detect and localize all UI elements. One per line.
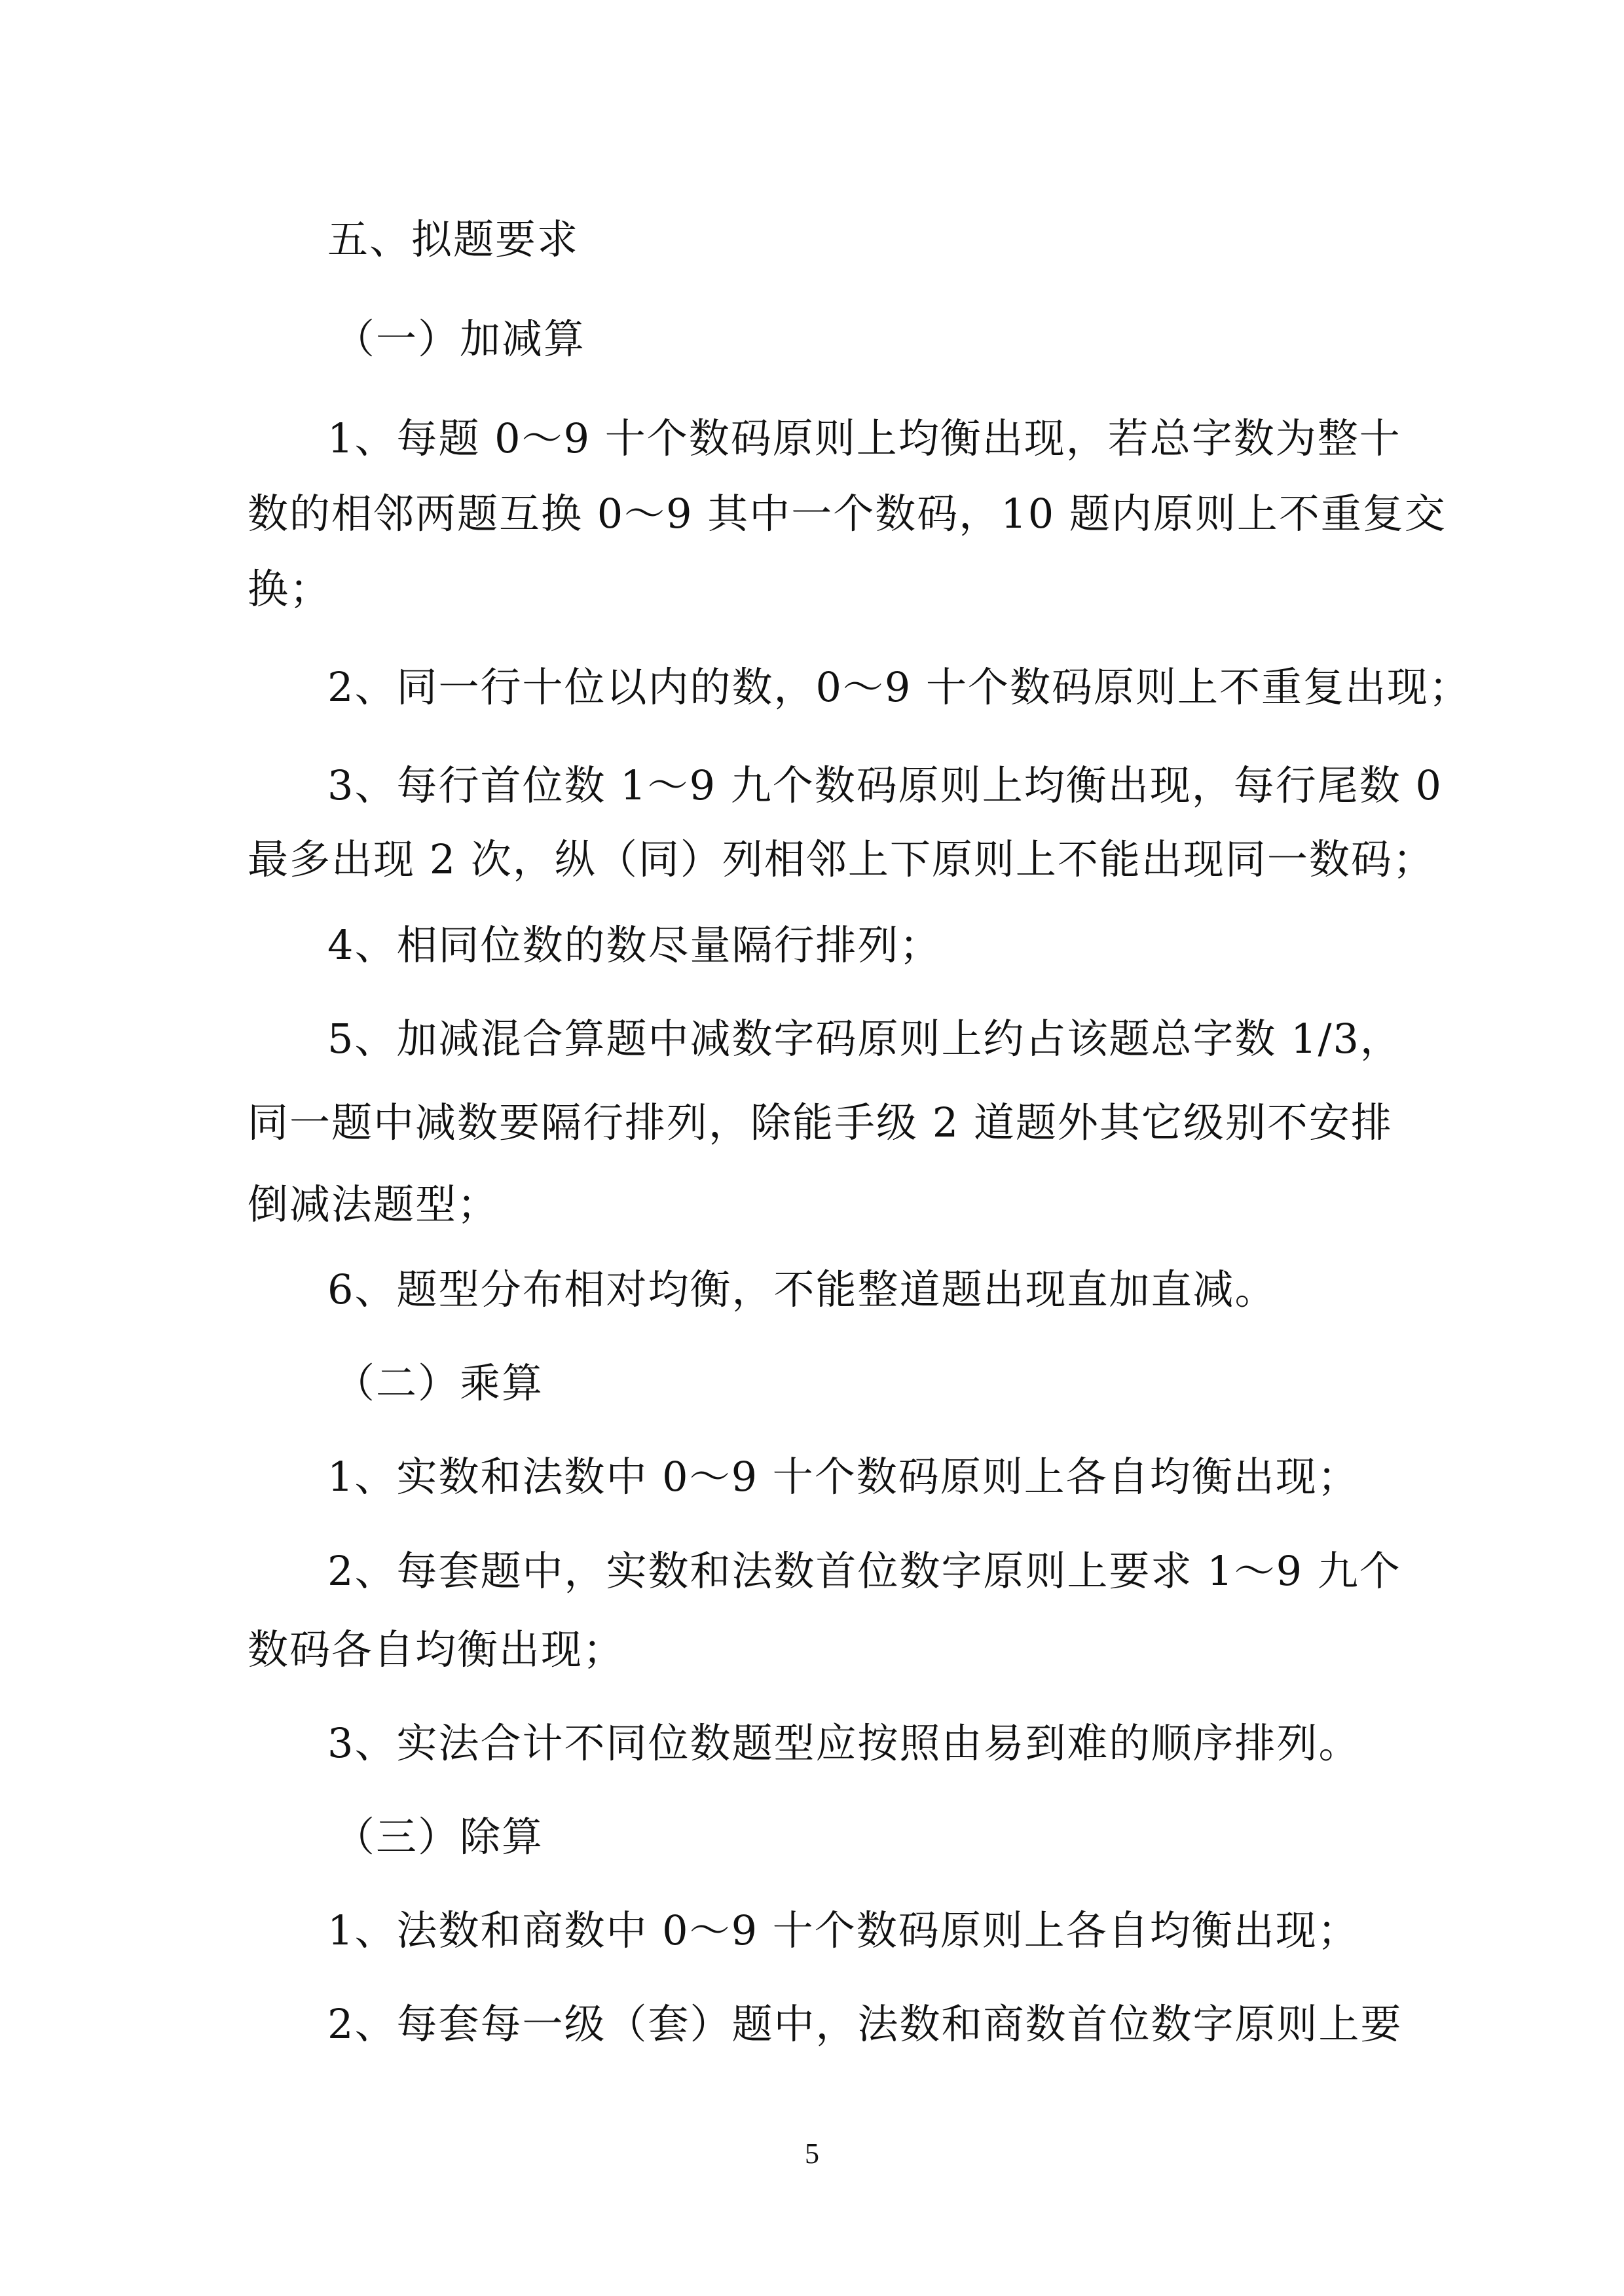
- paragraph-line: 数码各自均衡出现；: [248, 1626, 625, 1673]
- paragraph-line: 同一题中减数要隔行排列，除能手级 2 道题外其它级别不安排: [248, 1099, 1393, 1146]
- paragraph-line: 倒减法题型；: [248, 1180, 500, 1228]
- paragraph-line: 换；: [248, 565, 332, 613]
- section-title: 五、拟题要求: [327, 215, 580, 263]
- paragraph-line: 5、加减混合算题中减数字码原则上约占该题总字数 1/3，: [327, 1015, 1402, 1063]
- paragraph-line: 1、法数和商数中 0～9 十个数码原则上各自均衡出现；: [327, 1906, 1359, 1954]
- paragraph-line: 数的相邻两题互换 0～9 其中一个数码，10 题内原则上不重复交: [248, 490, 1447, 538]
- paragraph-line: 最多出现 2 次，纵（同）列相邻上下原则上不能出现同一数码；: [248, 835, 1435, 883]
- paragraph-line: 3、每行首位数 1～9 九个数码原则上均衡出现，每行尾数 0: [327, 761, 1443, 809]
- paragraph-line: 2、每套每一级（套）题中，法数和商数首位数字原则上要: [327, 2000, 1403, 2048]
- paragraph-line: 2、每套题中，实数和法数首位数字原则上要求 1～9 九个: [327, 1547, 1401, 1595]
- subsection-title-multiplication: （二）乘算: [334, 1359, 544, 1407]
- paragraph-line: 3、实法合计不同位数题型应按照由易到难的顺序排列。: [327, 1719, 1361, 1767]
- paragraph-line: 1、实数和法数中 0～9 十个数码原则上各自均衡出现；: [327, 1453, 1359, 1501]
- paragraph-line: 6、题型分布相对均衡，不能整道题出现直加直减。: [327, 1266, 1277, 1313]
- paragraph-line: 1、每题 0～9 十个数码原则上均衡出现，若总字数为整十: [327, 414, 1401, 462]
- page-number: 5: [805, 2138, 819, 2170]
- subsection-title-division: （三）除算: [334, 1813, 544, 1861]
- paragraph-line: 4、相同位数的数尽量隔行排列；: [327, 921, 942, 969]
- subsection-title-addition-subtraction: （一）加减算: [334, 315, 586, 363]
- paragraph-line: 2、同一行十位以内的数，0～9 十个数码原则上不重复出现；: [327, 663, 1471, 711]
